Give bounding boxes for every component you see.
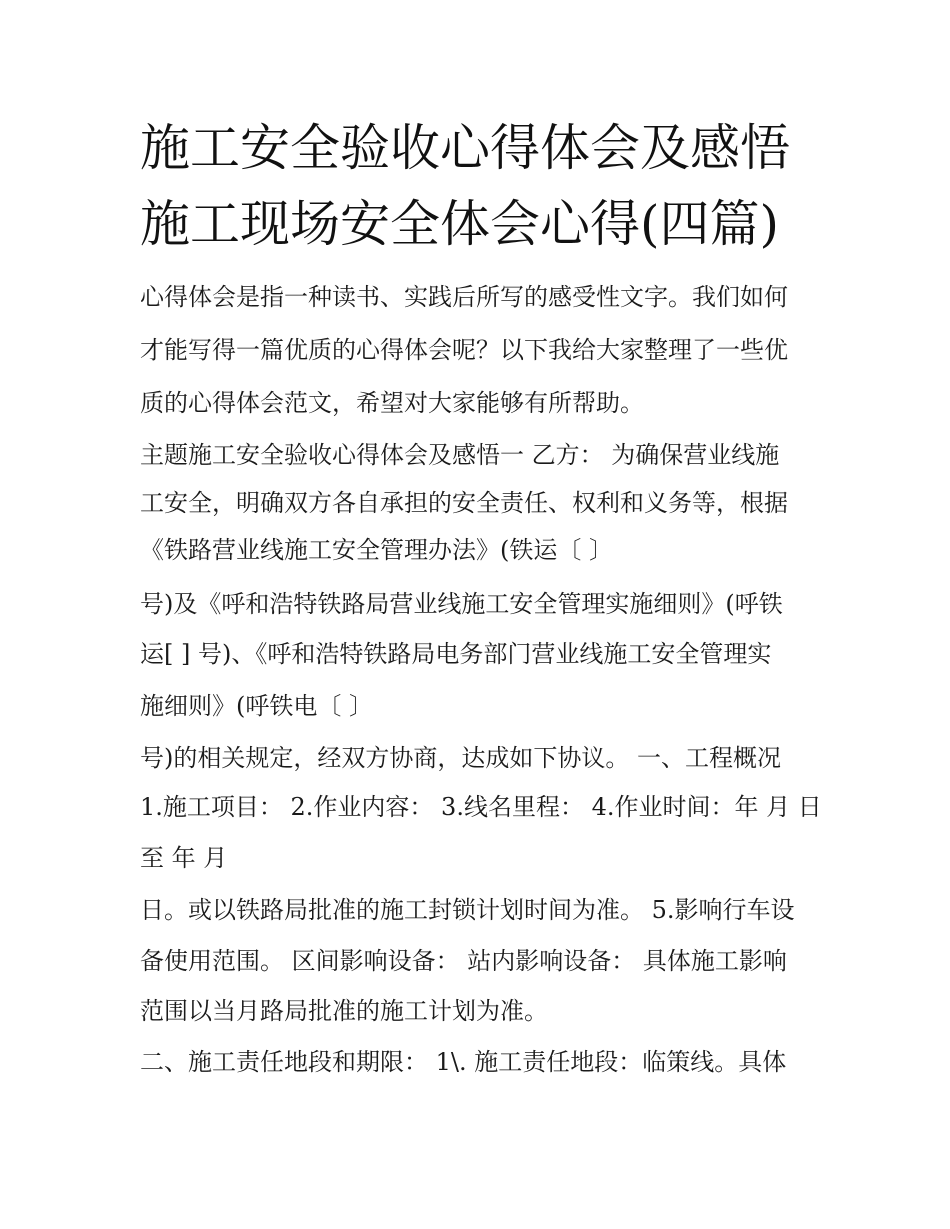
body-line: 备使用范围。 区间影响设备： 站内影响设备： 具体施工影响 <box>140 947 787 975</box>
body-line: 1.施工项目： 2.作业内容： 3.线名里程： 4.作业时间：年 月 日 <box>140 793 822 821</box>
body-line: 质的心得体会范文，希望对大家能够有所帮助。 <box>140 389 644 417</box>
body-line: 主题施工安全验收心得体会及感悟一 乙方： 为确保营业线施 <box>140 441 780 469</box>
body-line: 《铁路营业线施工安全管理办法》(铁运〔 〕 <box>140 536 613 564</box>
body-line: 号)及《呼和浩特铁路局营业线施工安全管理实施细则》(呼铁 <box>140 590 783 618</box>
body-line: 心得体会是指一种读书、实践后所写的感受性文字。我们如何 <box>140 283 788 311</box>
body-line: 日。或以铁路局批准的施工封锁计划时间为准。 5.影响行车设 <box>140 896 795 924</box>
body-line: 运[ ] 号)、《呼和浩特铁路局电务部门营业线施工安全管理实 <box>140 640 772 668</box>
document-title-line-1: 施工安全验收心得体会及感悟 <box>140 119 790 177</box>
body-line: 范围以当月路局批准的施工计划为准。 <box>140 997 548 1025</box>
body-line: 工安全，明确双方各自承担的安全责任、权利和义务等，根据 <box>140 489 788 517</box>
body-line: 号)的相关规定，经双方协商，达成如下协议。 一、工程概况 <box>140 744 781 772</box>
body-line: 施细则》(呼铁电〔 〕 <box>140 692 373 720</box>
body-line: 二、施工责任地段和期限： 1\. 施工责任地段：临策线。具体 <box>140 1048 787 1076</box>
body-line: 至 年 月 <box>140 844 228 872</box>
document-title-line-2: 施工现场安全体会心得(四篇) <box>140 195 780 253</box>
body-line: 才能写得一篇优质的心得体会呢？以下我给大家整理了一些优 <box>140 336 788 364</box>
